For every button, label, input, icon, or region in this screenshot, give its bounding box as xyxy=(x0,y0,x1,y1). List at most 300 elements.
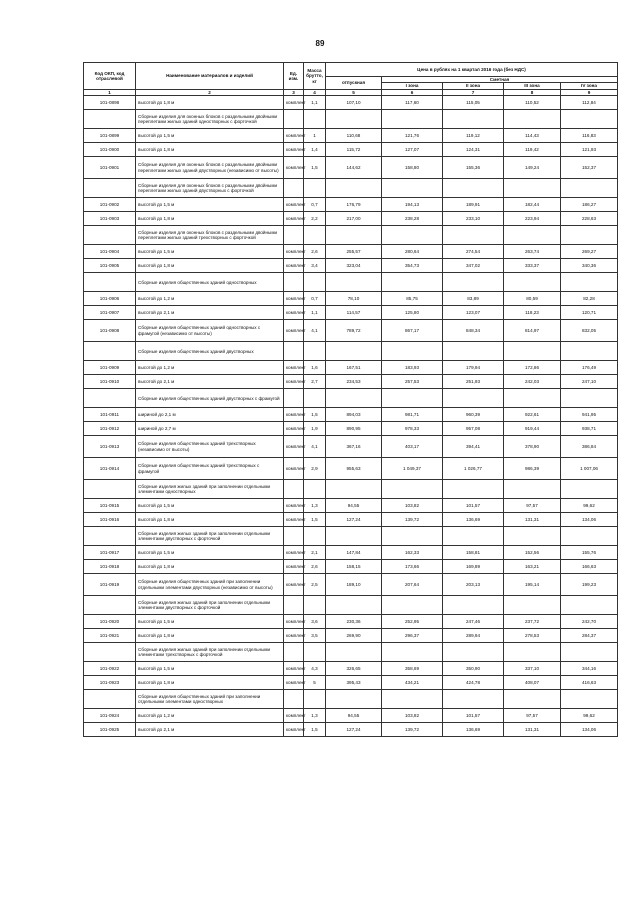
item-mass: 1,3 xyxy=(304,709,326,723)
table-header xyxy=(84,63,618,96)
price-release: 107,10 xyxy=(326,96,382,110)
section-title: Сборные изделия жилых зданий при заполнении отдельными элементами двустворных с форточкой xyxy=(136,596,284,615)
item-code: 101-0924 xyxy=(84,709,136,723)
item-mass: 1,5 xyxy=(304,723,326,737)
empty-cell xyxy=(326,342,382,361)
price-zone-4: 152,37 xyxy=(561,157,618,179)
price-zone-4: 186,27 xyxy=(561,198,618,212)
item-unit: комплект xyxy=(284,723,304,737)
empty-cell xyxy=(284,110,304,129)
price-zone-2: 101,57 xyxy=(443,709,504,723)
price-zone-4: 228,63 xyxy=(561,212,618,226)
item-unit: комплект xyxy=(284,245,304,259)
price-zone-3: 263,74 xyxy=(504,245,561,259)
item-mass: 2,2 xyxy=(304,212,326,226)
empty-cell xyxy=(326,690,382,709)
price-zone-1: 434,21 xyxy=(382,676,443,690)
section-code-cell xyxy=(84,596,136,615)
price-zone-4: 116,83 xyxy=(561,129,618,143)
empty-cell xyxy=(326,179,382,198)
empty-cell xyxy=(382,389,443,408)
item-code: 101-0907 xyxy=(84,306,136,320)
item-mass: 1,1 xyxy=(304,306,326,320)
item-name: Сборные изделия общественных зданий при заполнении отдельными элементами двустворных (независимо от высоты) xyxy=(136,574,284,596)
item-code: 101-0903 xyxy=(84,212,136,226)
empty-cell xyxy=(443,273,504,292)
price-zone-2: 350,90 xyxy=(443,662,504,676)
section-row xyxy=(84,480,618,499)
header-estimate-price: Сметная xyxy=(382,77,618,83)
price-zone-3: 986,39 xyxy=(504,458,561,480)
price-zone-1: 296,37 xyxy=(382,629,443,643)
price-release: 269,90 xyxy=(326,629,382,643)
price-zone-2: 155,36 xyxy=(443,157,504,179)
section-row xyxy=(84,110,618,129)
price-zone-1: 162,33 xyxy=(382,546,443,560)
price-zone-1: 207,64 xyxy=(382,574,443,596)
header-name: Наименование материалов и изделий xyxy=(136,63,284,90)
item-name: высотой до 1,5 м xyxy=(136,129,284,143)
item-code: 101-0916 xyxy=(84,513,136,527)
column-number: 1 xyxy=(84,89,136,95)
item-unit: комплект xyxy=(284,320,304,342)
price-zone-4: 176,49 xyxy=(561,361,618,375)
price-zone-3: 337,10 xyxy=(504,662,561,676)
price-release: 395,43 xyxy=(326,676,382,690)
section-row xyxy=(84,226,618,245)
section-code-cell xyxy=(84,690,136,709)
price-zone-3: 97,57 xyxy=(504,709,561,723)
price-zone-2: 274,54 xyxy=(443,245,504,259)
section-row xyxy=(84,596,618,615)
item-unit: комплект xyxy=(284,560,304,574)
empty-cell xyxy=(284,226,304,245)
table-row xyxy=(84,676,618,690)
item-name: Сборные изделия общественных зданий одностворных с фрамугой (независимо от высоты) xyxy=(136,320,284,342)
item-unit: комплект xyxy=(284,408,304,422)
empty-cell xyxy=(382,226,443,245)
table-row xyxy=(84,662,618,676)
item-code: 101-0910 xyxy=(84,375,136,389)
empty-cell xyxy=(304,110,326,129)
empty-cell xyxy=(284,273,304,292)
price-release: 217,00 xyxy=(326,212,382,226)
empty-cell xyxy=(382,179,443,198)
item-unit: комплект xyxy=(284,546,304,560)
item-code: 101-0905 xyxy=(84,259,136,273)
item-unit: комплект xyxy=(284,629,304,643)
column-number: 9 xyxy=(561,89,618,95)
empty-cell xyxy=(561,226,618,245)
empty-cell xyxy=(284,527,304,546)
empty-cell xyxy=(443,596,504,615)
item-mass: 1,5 xyxy=(304,157,326,179)
price-zone-2: 424,78 xyxy=(443,676,504,690)
section-title: Сборные изделия для оконных блоков с раздельными двойными переплетами жилых зданий одностворных с форточкой xyxy=(136,110,284,129)
item-mass: 1,6 xyxy=(304,361,326,375)
item-code: 101-0906 xyxy=(84,292,136,306)
empty-cell xyxy=(284,643,304,662)
table-row xyxy=(84,320,618,342)
price-zone-2: 115,05 xyxy=(443,96,504,110)
table-row xyxy=(84,259,618,273)
empty-cell xyxy=(443,480,504,499)
price-zone-3: 195,14 xyxy=(504,574,561,596)
empty-cell xyxy=(443,226,504,245)
empty-cell xyxy=(326,527,382,546)
price-zone-3: 149,24 xyxy=(504,157,561,179)
price-zone-2: 189,91 xyxy=(443,198,504,212)
empty-cell xyxy=(284,342,304,361)
price-zone-1: 121,76 xyxy=(382,129,443,143)
price-zone-2: 347,02 xyxy=(443,259,504,273)
item-mass: 3,4 xyxy=(304,259,326,273)
empty-cell xyxy=(382,110,443,129)
item-unit: комплект xyxy=(284,375,304,389)
price-zone-3: 922,61 xyxy=(504,408,561,422)
price-zone-2: 123,07 xyxy=(443,306,504,320)
section-title: Сборные изделия общественных зданий двустворных с фрамугой xyxy=(136,389,284,408)
price-zone-2: 251,93 xyxy=(443,375,504,389)
price-zone-4: 99,62 xyxy=(561,499,618,513)
table-row xyxy=(84,292,618,306)
item-code: 101-0915 xyxy=(84,499,136,513)
item-mass: 1,4 xyxy=(304,143,326,157)
empty-cell xyxy=(382,527,443,546)
item-code: 101-0922 xyxy=(84,662,136,676)
table-row xyxy=(84,212,618,226)
section-title: Сборные изделия для оконных блоков с раздельными двойными переплетами жилых зданий двустворных с форточкой xyxy=(136,179,284,198)
empty-cell xyxy=(443,527,504,546)
item-name: высотой до 1,5 м xyxy=(136,198,284,212)
price-zone-2: 960,39 xyxy=(443,408,504,422)
item-code: 101-0908 xyxy=(84,320,136,342)
price-zone-3: 131,31 xyxy=(504,723,561,737)
item-unit: комплект xyxy=(284,129,304,143)
price-release: 176,79 xyxy=(326,198,382,212)
price-zone-2: 289,94 xyxy=(443,629,504,643)
table-row xyxy=(84,375,618,389)
price-zone-3: 97,57 xyxy=(504,499,561,513)
item-unit: комплект xyxy=(284,361,304,375)
item-mass: 4,3 xyxy=(304,662,326,676)
table-row xyxy=(84,574,618,596)
item-unit: комплект xyxy=(284,157,304,179)
price-zone-1: 103,82 xyxy=(382,709,443,723)
price-zone-2: 136,69 xyxy=(443,513,504,527)
section-row xyxy=(84,179,618,198)
price-zone-2: 124,31 xyxy=(443,143,504,157)
empty-cell xyxy=(326,389,382,408)
price-zone-1: 867,17 xyxy=(382,320,443,342)
section-code-cell xyxy=(84,643,136,662)
empty-cell xyxy=(443,389,504,408)
header-zone-4: IV зона xyxy=(561,83,618,89)
column-number: 4 xyxy=(304,89,326,95)
table-row xyxy=(84,709,618,723)
item-name: Сборные изделия для оконных блоков с раздельными двойными переплетами жилых зданий двустворных (независимо от высоты) xyxy=(136,157,284,179)
table-row xyxy=(84,615,618,629)
item-mass: 4,1 xyxy=(304,320,326,342)
price-zone-3: 114,43 xyxy=(504,129,561,143)
empty-cell xyxy=(284,179,304,198)
section-row xyxy=(84,690,618,709)
table-row xyxy=(84,513,618,527)
empty-cell xyxy=(504,342,561,361)
price-release: 114,57 xyxy=(326,306,382,320)
item-name: высотой до 1,2 м xyxy=(136,292,284,306)
section-title: Сборные изделия для оконных блоков с раздельными двойными переплетами жилых зданий трехстворных с форточкой xyxy=(136,226,284,245)
price-zone-4: 340,36 xyxy=(561,259,618,273)
item-unit: комплект xyxy=(284,458,304,480)
column-number: 7 xyxy=(443,89,504,95)
item-mass: 2,1 xyxy=(304,546,326,560)
item-name: высотой до 1,8 м xyxy=(136,212,284,226)
section-code-cell xyxy=(84,110,136,129)
price-zone-1: 103,82 xyxy=(382,499,443,513)
empty-cell xyxy=(304,690,326,709)
price-release: 894,03 xyxy=(326,408,382,422)
item-mass: 3,6 xyxy=(304,615,326,629)
price-release: 78,10 xyxy=(326,292,382,306)
item-name: высотой до 1,8 м xyxy=(136,629,284,643)
price-zone-4: 121,93 xyxy=(561,143,618,157)
empty-cell xyxy=(284,690,304,709)
price-zone-2: 119,12 xyxy=(443,129,504,143)
price-zone-1: 978,33 xyxy=(382,422,443,436)
price-release: 230,36 xyxy=(326,615,382,629)
empty-cell xyxy=(504,480,561,499)
section-row xyxy=(84,643,618,662)
column-number: 3 xyxy=(284,89,304,95)
price-zone-2: 957,08 xyxy=(443,422,504,436)
table-row xyxy=(84,245,618,259)
item-unit: комплект xyxy=(284,513,304,527)
price-zone-3: 110,52 xyxy=(504,96,561,110)
item-unit: комплект xyxy=(284,422,304,436)
empty-cell xyxy=(326,643,382,662)
empty-cell xyxy=(561,342,618,361)
price-zone-4: 166,63 xyxy=(561,560,618,574)
price-zone-2: 394,41 xyxy=(443,436,504,458)
header-price: Цена в рублях на 1 квартал 2016 года (без НДС) xyxy=(326,63,618,77)
item-code: 101-0898 xyxy=(84,96,136,110)
price-zone-1: 127,07 xyxy=(382,143,443,157)
table-row xyxy=(84,458,618,480)
empty-cell xyxy=(326,273,382,292)
item-code: 101-0918 xyxy=(84,560,136,574)
section-code-cell xyxy=(84,273,136,292)
price-zone-3: 278,53 xyxy=(504,629,561,643)
price-zone-3: 172,86 xyxy=(504,361,561,375)
header-zone-2: II зона xyxy=(443,83,504,89)
price-release: 144,62 xyxy=(326,157,382,179)
item-unit: комплект xyxy=(284,212,304,226)
item-name: высотой до 1,8 м xyxy=(136,259,284,273)
price-zone-3: 237,72 xyxy=(504,615,561,629)
price-zone-2: 101,57 xyxy=(443,499,504,513)
table-row xyxy=(84,408,618,422)
table-row xyxy=(84,96,618,110)
price-zone-3: 408,07 xyxy=(504,676,561,690)
price-zone-1: 358,69 xyxy=(382,662,443,676)
item-name: высотой до 1,8 м xyxy=(136,96,284,110)
price-zone-4: 112,84 xyxy=(561,96,618,110)
price-zone-4: 344,16 xyxy=(561,662,618,676)
price-release: 94,55 xyxy=(326,709,382,723)
empty-cell xyxy=(504,643,561,662)
empty-cell xyxy=(561,596,618,615)
item-mass: 2,7 xyxy=(304,375,326,389)
column-number: 5 xyxy=(326,89,382,95)
price-release: 367,16 xyxy=(326,436,382,458)
price-release: 110,68 xyxy=(326,129,382,143)
price-zone-2: 158,81 xyxy=(443,546,504,560)
section-row xyxy=(84,527,618,546)
empty-cell xyxy=(284,389,304,408)
price-release: 115,72 xyxy=(326,143,382,157)
item-mass: 2,6 xyxy=(304,560,326,574)
item-unit: комплект xyxy=(284,436,304,458)
item-mass: 0,7 xyxy=(304,198,326,212)
item-mass: 0,7 xyxy=(304,292,326,306)
price-release: 323,04 xyxy=(326,259,382,273)
price-zone-1: 280,64 xyxy=(382,245,443,259)
table-body xyxy=(84,96,618,737)
section-code-cell xyxy=(84,480,136,499)
price-zone-2: 203,13 xyxy=(443,574,504,596)
item-name: шириной до 2,7 м xyxy=(136,422,284,436)
item-code: 101-0902 xyxy=(84,198,136,212)
column-number: 2 xyxy=(136,89,284,95)
item-unit: комплект xyxy=(284,615,304,629)
price-zone-1: 183,93 xyxy=(382,361,443,375)
price-zone-4: 134,06 xyxy=(561,723,618,737)
item-mass: 4,1 xyxy=(304,436,326,458)
empty-cell xyxy=(304,643,326,662)
price-release: 789,72 xyxy=(326,320,382,342)
header-zone-1: I зона xyxy=(382,83,443,89)
price-zone-1: 354,73 xyxy=(382,259,443,273)
table-row xyxy=(84,560,618,574)
empty-cell xyxy=(382,342,443,361)
table-row xyxy=(84,629,618,643)
price-zone-4: 155,76 xyxy=(561,546,618,560)
item-unit: комплект xyxy=(284,574,304,596)
price-zone-3: 119,42 xyxy=(504,143,561,157)
price-zone-1: 117,60 xyxy=(382,96,443,110)
item-mass: 1,5 xyxy=(304,513,326,527)
table-row xyxy=(84,422,618,436)
price-zone-1: 403,17 xyxy=(382,436,443,458)
item-code: 101-0912 xyxy=(84,422,136,436)
price-zone-4: 134,06 xyxy=(561,513,618,527)
item-name: высотой до 2,1 м xyxy=(136,375,284,389)
price-zone-1: 125,80 xyxy=(382,306,443,320)
price-zone-1: 1 049,37 xyxy=(382,458,443,480)
empty-cell xyxy=(326,226,382,245)
empty-cell xyxy=(382,643,443,662)
empty-cell xyxy=(326,110,382,129)
table-row xyxy=(84,143,618,157)
item-code: 101-0919 xyxy=(84,574,136,596)
item-name: высотой до 1,8 м xyxy=(136,560,284,574)
empty-cell xyxy=(504,226,561,245)
price-zone-4: 120,71 xyxy=(561,306,618,320)
price-release: 147,84 xyxy=(326,546,382,560)
item-name: Сборные изделия общественных зданий трехстворных с фрамугой xyxy=(136,458,284,480)
item-name: шириной до 2,1 м xyxy=(136,408,284,422)
header-release-price: отпускная xyxy=(326,77,382,90)
price-zone-3: 223,94 xyxy=(504,212,561,226)
item-mass: 2,9 xyxy=(304,458,326,480)
price-zone-2: 169,89 xyxy=(443,560,504,574)
empty-cell xyxy=(561,273,618,292)
item-name: высотой до 2,1 м xyxy=(136,306,284,320)
section-title: Сборные изделия общественных зданий одностворных xyxy=(136,273,284,292)
price-zone-1: 139,72 xyxy=(382,723,443,737)
table-row xyxy=(84,129,618,143)
empty-cell xyxy=(326,596,382,615)
price-zone-2: 83,89 xyxy=(443,292,504,306)
empty-cell xyxy=(304,480,326,499)
price-zone-4: 284,37 xyxy=(561,629,618,643)
empty-cell xyxy=(561,389,618,408)
item-mass: 1,9 xyxy=(304,422,326,436)
empty-cell xyxy=(561,527,618,546)
column-number: 6 xyxy=(382,89,443,95)
item-code: 101-0923 xyxy=(84,676,136,690)
price-zone-4: 941,95 xyxy=(561,408,618,422)
empty-cell xyxy=(382,273,443,292)
item-unit: комплект xyxy=(284,709,304,723)
price-zone-1: 173,66 xyxy=(382,560,443,574)
empty-cell xyxy=(443,110,504,129)
item-unit: комплект xyxy=(284,259,304,273)
price-zone-1: 158,80 xyxy=(382,157,443,179)
empty-cell xyxy=(561,110,618,129)
item-name: высотой до 1,8 м xyxy=(136,143,284,157)
empty-cell xyxy=(304,342,326,361)
item-code: 101-0909 xyxy=(84,361,136,375)
section-code-cell xyxy=(84,389,136,408)
empty-cell xyxy=(443,342,504,361)
empty-cell xyxy=(561,690,618,709)
price-zone-1: 252,95 xyxy=(382,615,443,629)
item-mass: 1,3 xyxy=(304,499,326,513)
section-code-cell xyxy=(84,342,136,361)
item-mass: 2,6 xyxy=(304,245,326,259)
empty-cell xyxy=(304,226,326,245)
header-zone-3: III зона xyxy=(504,83,561,89)
item-name: высотой до 1,2 м xyxy=(136,709,284,723)
price-zone-3: 118,23 xyxy=(504,306,561,320)
empty-cell xyxy=(382,596,443,615)
column-number: 8 xyxy=(504,89,561,95)
price-release: 955,63 xyxy=(326,458,382,480)
item-unit: комплект xyxy=(284,198,304,212)
table-row xyxy=(84,546,618,560)
table-row xyxy=(84,157,618,179)
header-mass: Масса брутто, кг xyxy=(304,63,326,90)
table-row xyxy=(84,361,618,375)
item-code: 101-0920 xyxy=(84,615,136,629)
section-row xyxy=(84,342,618,361)
empty-cell xyxy=(304,389,326,408)
item-code: 101-0921 xyxy=(84,629,136,643)
item-unit: комплект xyxy=(284,662,304,676)
price-zone-2: 136,69 xyxy=(443,723,504,737)
